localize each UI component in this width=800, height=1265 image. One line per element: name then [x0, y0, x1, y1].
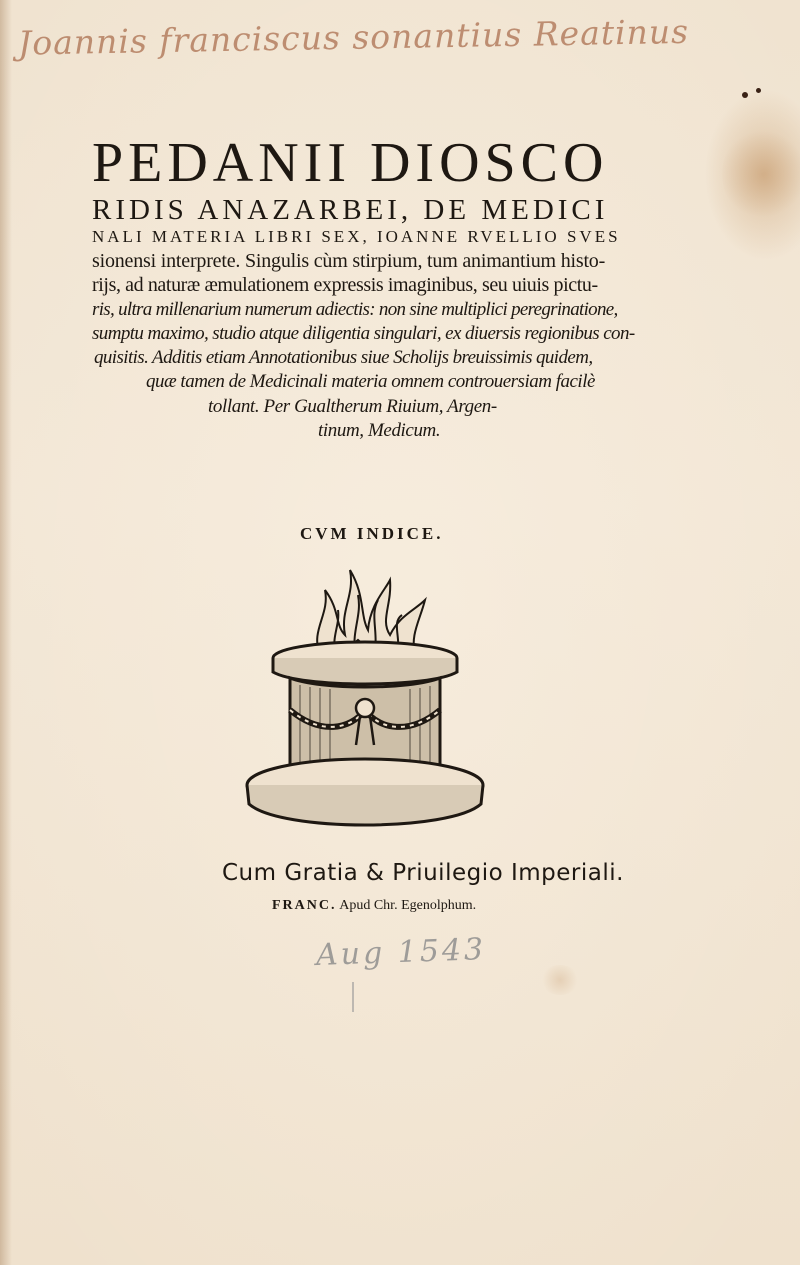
pencil-mark — [352, 982, 354, 1012]
ink-spot — [742, 92, 748, 98]
title-line: sumptu maximo, studio atque diligentia singulari, ex diuersis regionibus con- — [92, 323, 635, 344]
title-line: quisitis. Additis etiam Annotationibus siue Scholijs breuissimis quidem, — [94, 347, 593, 368]
title-line: sionensi interprete. Singulis cùm stirpium, tum animantium histo- — [92, 250, 606, 272]
title-heading: PEDANII DIOSCO — [92, 132, 609, 194]
page-edge-shadow — [0, 0, 12, 1265]
foxing-stain — [722, 128, 800, 220]
title-line: tollant. Per Gualtherum Riuium, Argen- — [208, 396, 497, 417]
title-line: ris, ultra millenarium numerum adiectis: non sine multiplici peregrinatione, — [92, 299, 618, 320]
publisher-name: Apud Chr. Egenolphum. — [339, 898, 477, 913]
title-line: RIDIS ANAZARBEI, DE MEDICI — [92, 194, 609, 226]
cum-indice-note: CVM INDICE. — [300, 524, 444, 543]
title-line: tinum, Medicum. — [318, 420, 441, 441]
imprint-privilege: Cum Gratia & Priuilegio Imperiali. — [222, 860, 624, 886]
provenance-inscription: Joannis franciscus sonantius Reatinus — [17, 11, 690, 63]
foxing-stain — [540, 965, 580, 995]
title-line: rijs, ad naturæ æmulationem expressis imaginibus, seu uiuis pictu- — [92, 274, 598, 296]
publisher-line — [272, 898, 476, 914]
printer-device-woodcut — [240, 560, 500, 845]
ink-spot — [756, 88, 761, 93]
publisher-place: FRANC. — [272, 898, 337, 913]
title-line: NALI MATERIA LIBRI SEX, IOANNE RVELLIO SVES — [92, 227, 621, 246]
rosette — [356, 699, 374, 717]
pencil-note: Aug 1543 — [315, 932, 487, 973]
title-line: quæ tamen de Medicinali materia omnem controuersiam facilè — [146, 371, 595, 392]
